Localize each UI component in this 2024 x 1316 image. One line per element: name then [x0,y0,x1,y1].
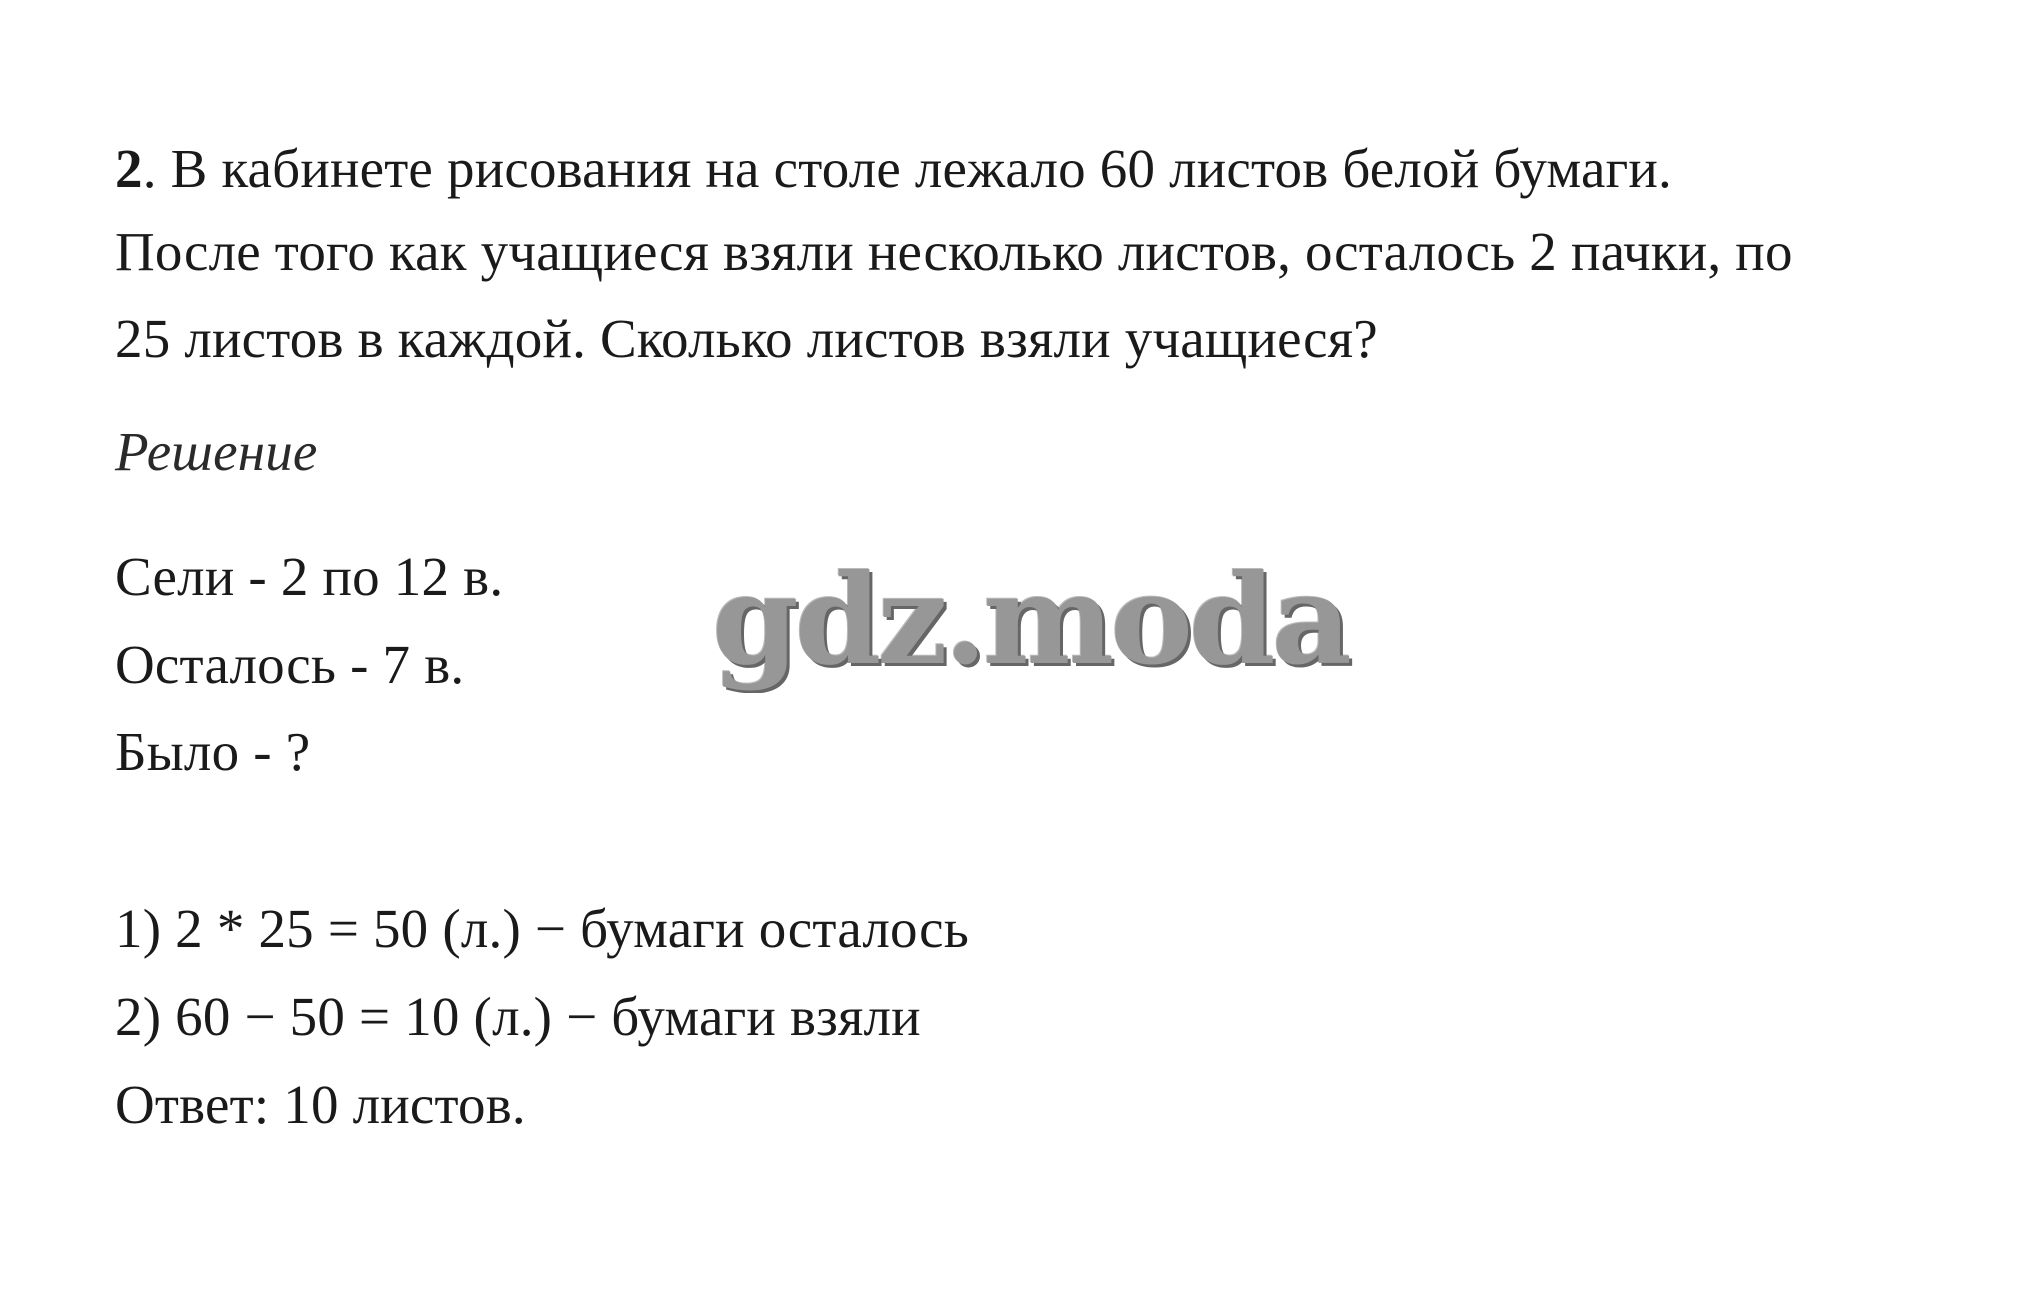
watermark-logo: gdz.moda [712,548,1348,693]
answer-line: Ответ: 10 листов. [115,1074,526,1135]
problem-line-2: После того как учащиеся взяли несколько листов, осталось 2 пачки, по [115,221,1793,282]
step-line-2: 2) 60 − 50 = 10 (л.) − бумаги взяли [115,986,921,1047]
given-line-2: Осталось - 7 в. [115,634,465,695]
step-line-1: 1) 2 * 25 = 50 (л.) − бумаги осталось [115,898,970,959]
problem-line-3: 25 листов в каждой. Сколько листов взяли учащиеся? [115,308,1378,369]
problem-line-1 [115,137,1672,201]
given-line-3: Было - ? [115,721,311,782]
given-line-1: Сели - 2 по 12 в. [115,546,504,607]
task-number: 2 [115,138,143,199]
problem-text-1: . В кабинете рисования на столе лежало 60 листов белой бумаги. [142,138,1672,199]
solution-heading: Решение [115,421,318,482]
